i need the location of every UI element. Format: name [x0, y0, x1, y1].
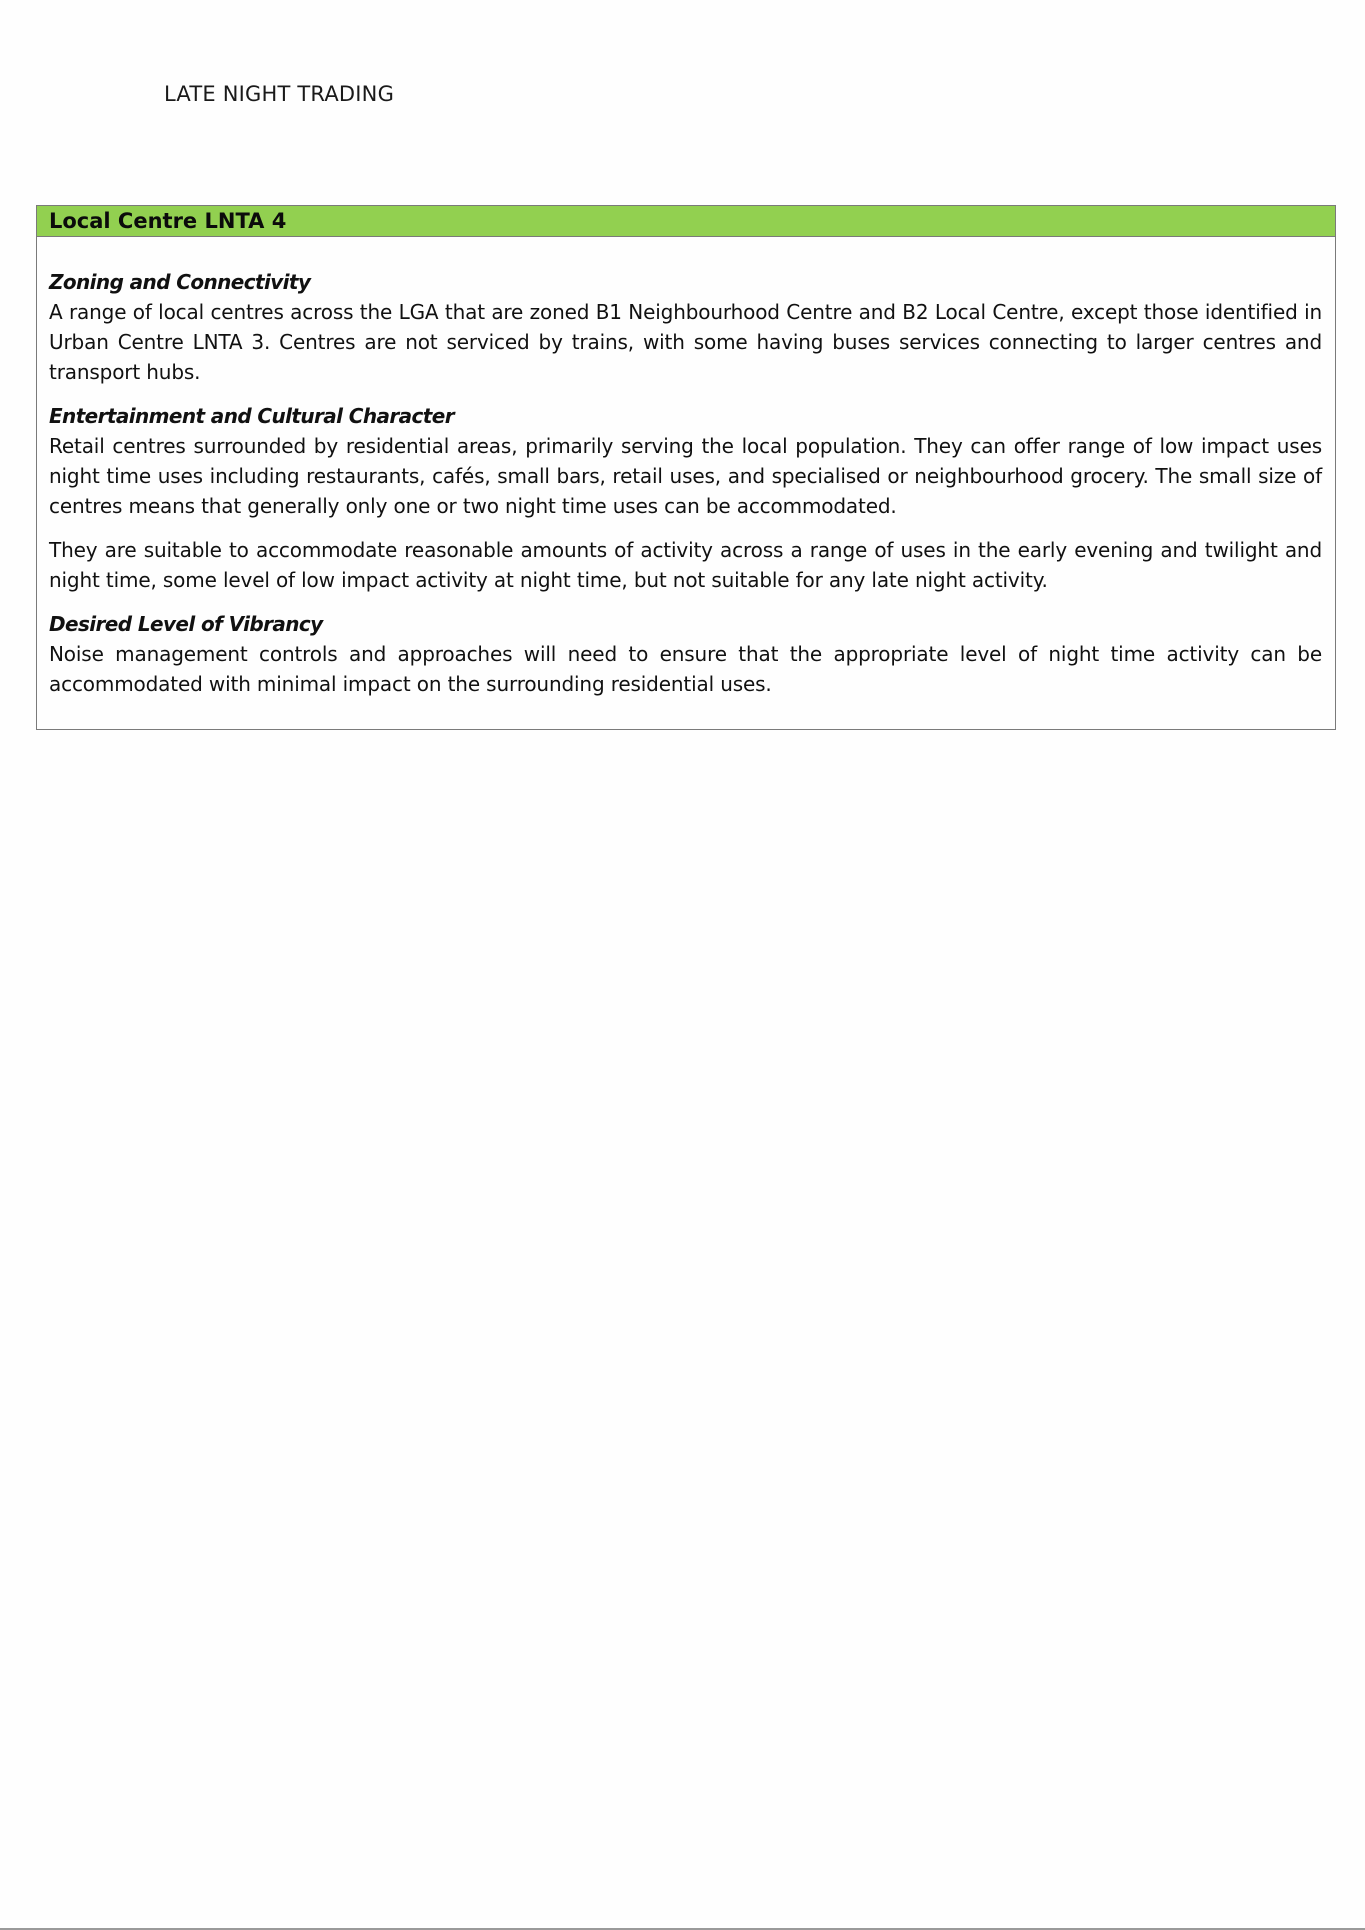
- section-text-vibrancy: Noise management controls and approaches will need to ensure that the appropriate level of night time activity can be accommodated with minimal impact on the surrounding residential uses.: [49, 642, 1322, 696]
- section-text-entertainment-2: They are suitable to accommodate reasonable amounts of activity across a range of uses in the early evening and twilight and night time, some level of low impact activity at night time, but not suitable for any late night activity.: [49, 538, 1322, 592]
- section-heading-entertainment: Entertainment and Cultural Character: [49, 404, 454, 428]
- panel-body: [37, 237, 1335, 699]
- section-heading-vibrancy: Desired Level of Vibrancy: [49, 612, 323, 636]
- page-header-title: LATE NIGHT TRADING: [164, 82, 395, 106]
- panel-title: Local Centre LNTA 4: [37, 206, 1335, 237]
- section-text-entertainment-1: Retail centres surrounded by residential areas, primarily serving the local population. They can offer range of low impact uses night time uses including restaurants, cafés, small bars, retail uses, and specialised or neighbourhood grocery. The small size of centres means that generally only one or two night time uses can be accommodated.: [49, 434, 1322, 518]
- section-text-zoning: A range of local centres across the LGA that are zoned B1 Neighbourhood Centre and B2 Local Centre, except those identified in Urban Centre LNTA 3. Centres are not serviced by trains, with some having buses services connecting to larger centres and transport hubs.: [49, 300, 1322, 384]
- section-heading-zoning: Zoning and Connectivity: [49, 270, 311, 294]
- lnta-panel: [36, 205, 1336, 730]
